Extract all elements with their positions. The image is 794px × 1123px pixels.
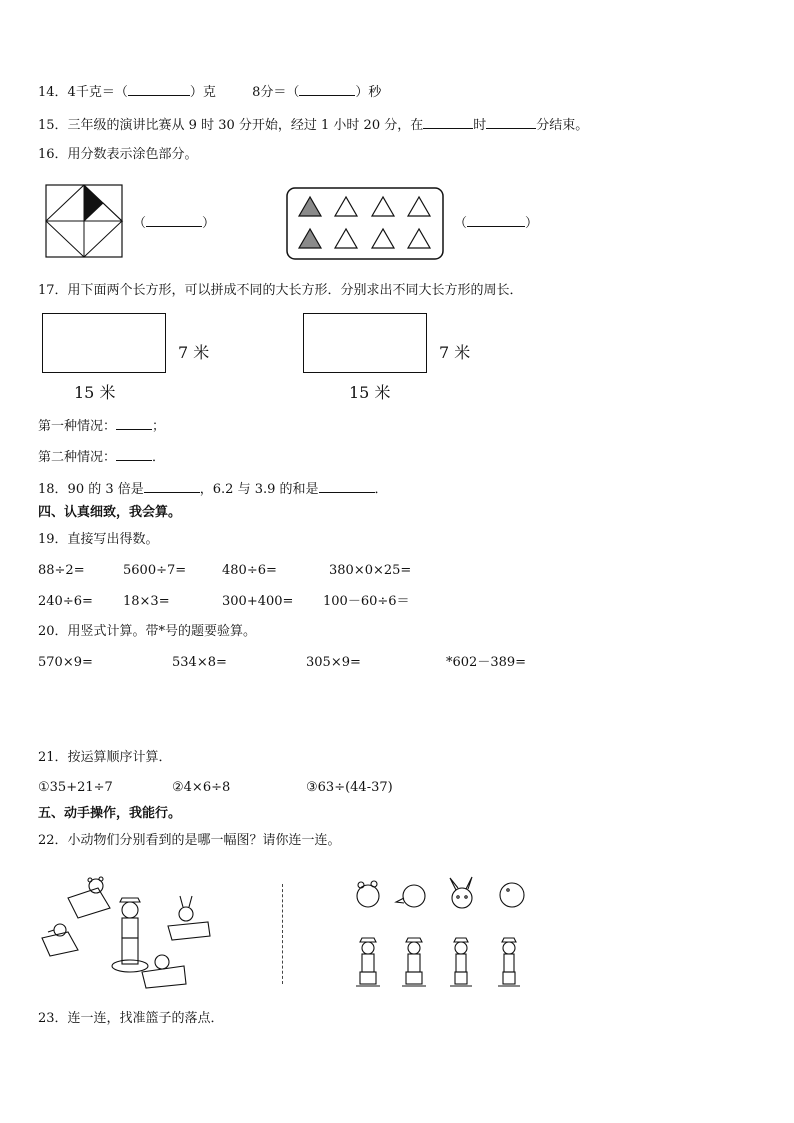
triangle-fraction-figure — [286, 187, 446, 261]
rectangle-2 — [303, 313, 427, 373]
q17-case-1: 第一种情况： ； — [38, 419, 166, 434]
q19-item: 100－60÷6＝ — [323, 594, 410, 609]
q20-item: *602－389= — [446, 655, 527, 670]
q16-blank-2[interactable] — [467, 214, 525, 227]
q17-blank-case-1[interactable] — [116, 417, 152, 430]
question-22: 22．小动物们分别看到的是哪一幅图？请你连一连。 — [38, 833, 341, 848]
question-23: 23．连一连，找准篮子的落点． — [38, 1011, 224, 1026]
q15-blank-hour[interactable] — [423, 116, 473, 129]
animals-around-policeman-scene — [38, 868, 218, 990]
q19-item: 480÷6= — [222, 563, 277, 578]
section-4-heading: 四、认真细致，我会算。 — [38, 505, 182, 520]
shaded-triangle — [84, 185, 103, 221]
q14-part-a: 4千克＝（ — [67, 85, 128, 100]
q18-blank-2[interactable] — [319, 480, 375, 493]
q14-blank-b[interactable] — [299, 83, 355, 96]
dashed-divider — [282, 884, 283, 984]
rectangle-1 — [42, 313, 166, 373]
q19-item: 380×0×25= — [329, 563, 412, 578]
question-20: 20．用竖式计算。带*号的题要验算。 — [38, 624, 257, 639]
question-14 — [38, 83, 381, 101]
rectangle-1-width-label: 7 米 — [178, 343, 210, 362]
q14-blank-a[interactable] — [128, 83, 190, 96]
section-5-heading: 五、动手操作，我能行。 — [38, 806, 182, 821]
q16-blank-1[interactable] — [146, 214, 202, 227]
question-18: 18．90 的 3 倍是 ，6.2 与 3.9 的和是 ． — [38, 482, 388, 497]
q15-blank-minute[interactable] — [486, 116, 536, 129]
policeman-views-row — [352, 934, 532, 990]
duck-head-icon — [396, 885, 425, 907]
question-16 — [38, 147, 198, 163]
q15-text: 三年级的演讲比赛从 9 时 30 分开始，经过 1 小时 20 分，在 — [67, 118, 424, 133]
q16-answer-1: （ ） — [133, 216, 216, 231]
bear-head-icon — [357, 881, 379, 907]
q16-answer-2: （ ） — [454, 216, 539, 231]
q16-text: 用分数表示涂色部分。 — [67, 147, 198, 162]
rabbit-head-icon — [450, 877, 472, 908]
animal-heads-row — [352, 876, 532, 912]
q20-item: 570×9= — [38, 655, 93, 670]
policeman-left-side-icon — [450, 938, 472, 986]
question-19: 19．直接写出得数。 — [38, 532, 159, 547]
q14-part-b: 8分＝（ — [252, 85, 300, 100]
q15-end: 分结束。 — [536, 118, 589, 133]
q17-blank-case-2[interactable] — [116, 448, 152, 461]
chick-head-icon — [500, 883, 524, 907]
q19-item: 240÷6= — [38, 594, 93, 609]
q21-item: ③63÷(44-37) — [306, 780, 393, 795]
q19-item: 300+400= — [222, 594, 294, 609]
q19-item: 5600÷7= — [123, 563, 187, 578]
policeman-right-side-icon — [498, 938, 520, 986]
policeman-front-icon — [356, 938, 380, 986]
q17-number: 17． — [38, 283, 68, 298]
q21-item: ②4×6÷8 — [172, 780, 231, 795]
q15-number: 15． — [38, 118, 68, 133]
q16-number: 16． — [38, 147, 68, 162]
question-17 — [38, 283, 523, 299]
rectangle-2-width-label: 7 米 — [439, 343, 471, 362]
square-fraction-figure — [45, 184, 125, 259]
q19-item: 88÷2= — [38, 563, 85, 578]
q19-item: 18×3= — [123, 594, 170, 609]
q15-hour: 时 — [473, 118, 487, 133]
q14-unit-a: ）克 — [189, 85, 216, 100]
q20-item: 534×8= — [172, 655, 227, 670]
q17-text: 用下面两个长方形，可以拼成不同的大长方形．分别求出不同大长方形的周长． — [67, 283, 523, 298]
q17-case-2: 第二种情况： ． — [38, 450, 166, 465]
rectangle-2-length-label: 15 米 — [349, 383, 391, 402]
question-15 — [38, 116, 588, 134]
q21-item: ①35+21÷7 — [38, 780, 113, 795]
question-21: 21．按运算顺序计算． — [38, 750, 172, 765]
rectangle-1-length-label: 15 米 — [74, 383, 116, 402]
q18-blank-1[interactable] — [144, 480, 200, 493]
policeman-back-icon — [402, 938, 426, 986]
q14-unit-b: ）秒 — [355, 85, 382, 100]
q14-number: 14． — [38, 85, 68, 100]
q20-item: 305×9= — [306, 655, 361, 670]
